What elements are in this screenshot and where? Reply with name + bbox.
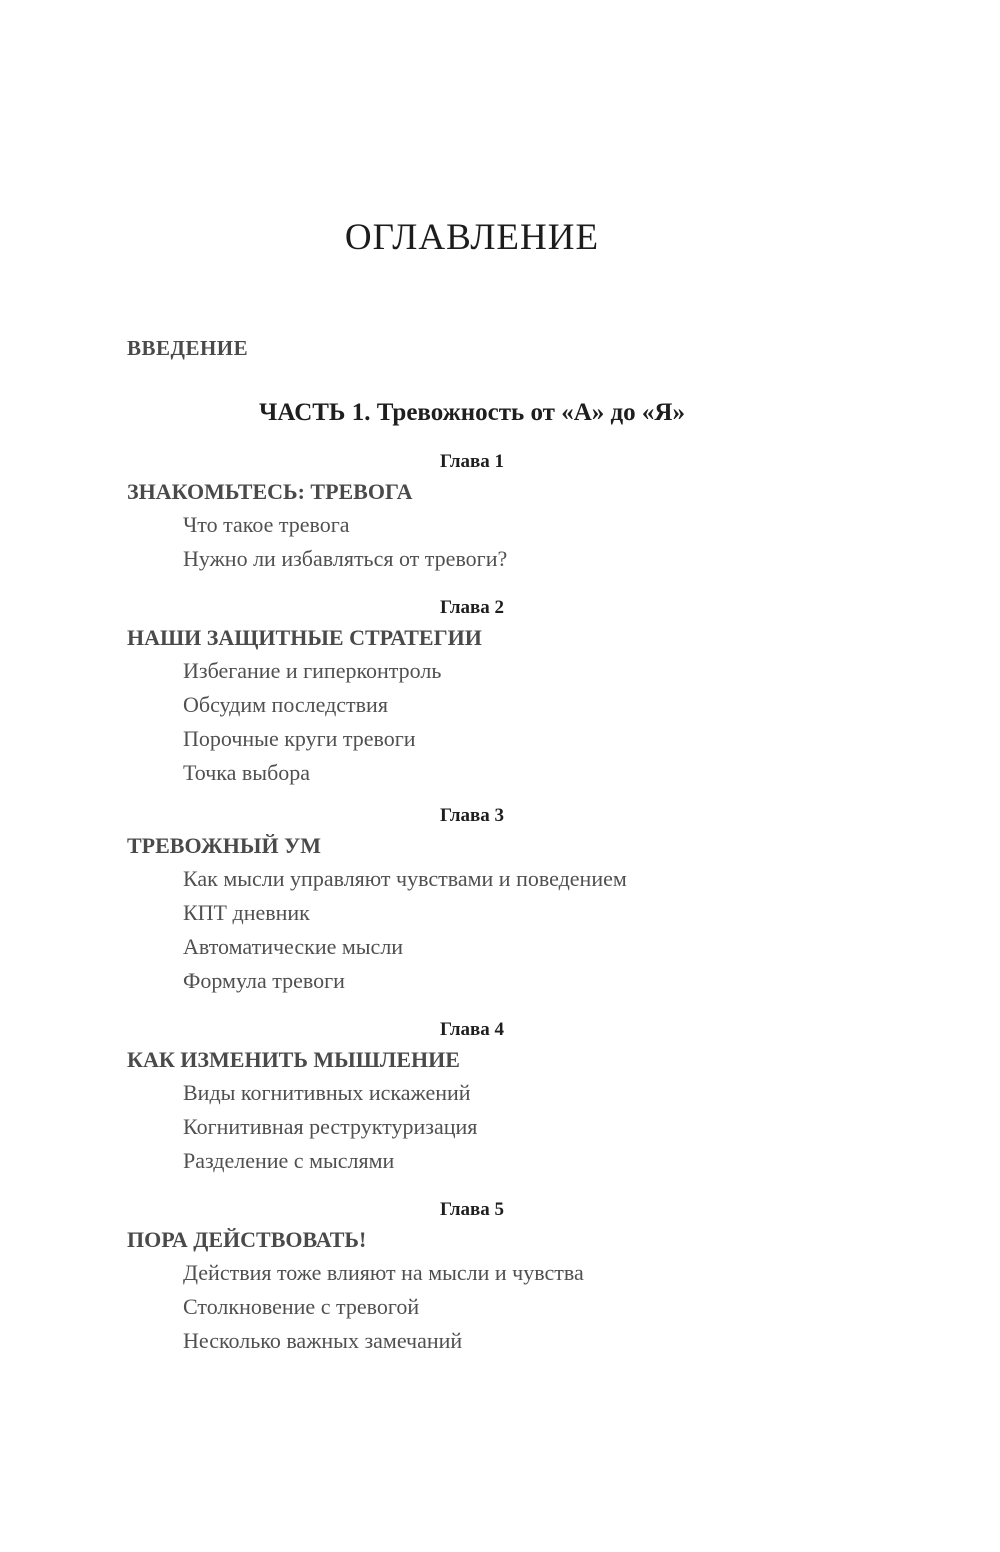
chapter-4 xyxy=(0,1016,944,1178)
section-item[interactable]: Порочные круги тревоги xyxy=(183,726,416,751)
section-item[interactable]: Разделение с мыслями xyxy=(183,1148,395,1173)
section-item[interactable]: Виды когнитивных искажений xyxy=(183,1080,471,1105)
chapter-section-list xyxy=(0,508,944,576)
section-item[interactable]: Автоматические мысли xyxy=(183,934,404,959)
part-heading: ЧАСТЬ 1. Тревожность от «А» до «Я» xyxy=(259,399,685,426)
chapter-2 xyxy=(0,594,944,790)
chapter-number: Глава 5 xyxy=(439,1199,505,1220)
chapter-number: Глава 3 xyxy=(439,805,505,826)
section-item[interactable]: Обсудим последствия xyxy=(183,692,388,717)
chapter-title[interactable]: ПОРА ДЕЙСТВОВАТЬ! xyxy=(127,1227,367,1252)
section-item[interactable]: Формула тревоги xyxy=(183,968,345,993)
chapter-title[interactable]: ТРЕВОЖНЫЙ УМ xyxy=(127,833,322,858)
chapter-section-list xyxy=(0,862,944,998)
toc-entry-introduction[interactable]: ВВЕДЕНИЕ xyxy=(127,336,249,360)
section-item[interactable]: Как мысли управляют чувствами и поведением xyxy=(183,866,627,891)
section-item[interactable]: Точка выбора xyxy=(183,760,311,785)
section-item[interactable]: Избегание и гиперконтроль xyxy=(183,658,442,683)
chapter-5 xyxy=(0,1196,944,1358)
chapter-section-list xyxy=(0,654,944,790)
chapter-section-list xyxy=(0,1256,944,1358)
section-item[interactable]: Когнитивная реструктуризация xyxy=(183,1114,478,1139)
chapter-title[interactable]: КАК ИЗМЕНИТЬ МЫШЛЕНИЕ xyxy=(127,1047,460,1072)
chapter-number: Глава 4 xyxy=(439,1019,505,1040)
section-item[interactable]: Нужно ли избавляться от тревоги? xyxy=(183,546,508,571)
section-item[interactable]: Столкновение с тревогой xyxy=(183,1294,420,1319)
chapter-title[interactable]: НАШИ ЗАЩИТНЫЕ СТРАТЕГИИ xyxy=(127,625,482,650)
section-item[interactable]: Действия тоже влияют на мысли и чувства xyxy=(183,1260,584,1285)
section-item[interactable]: Что такое тревога xyxy=(183,512,350,537)
section-item[interactable]: Несколько важных замечаний xyxy=(183,1328,463,1353)
chapter-3 xyxy=(0,802,944,998)
chapter-1 xyxy=(0,448,944,576)
section-item[interactable]: КПТ дневник xyxy=(183,900,310,925)
chapter-number: Глава 2 xyxy=(439,597,505,618)
chapter-section-list xyxy=(0,1076,944,1178)
chapter-number: Глава 1 xyxy=(439,451,505,472)
chapter-title[interactable]: ЗНАКОМЬТЕСЬ: ТРЕВОГА xyxy=(127,479,413,504)
page-title: ОГЛАВЛЕНИЕ xyxy=(344,217,600,258)
